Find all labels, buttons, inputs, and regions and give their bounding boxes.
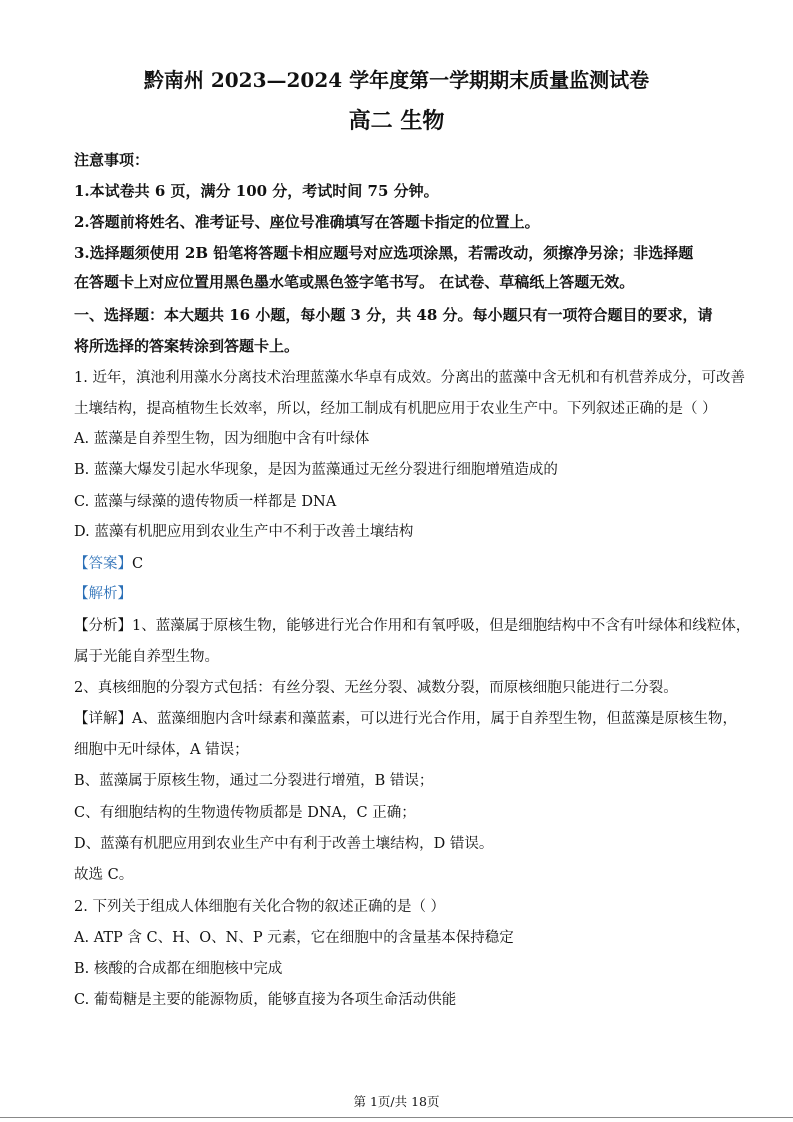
q1-option-d: D. 蓝藻有机肥应用到农业生产中不利于改善土壤结构	[74, 524, 414, 540]
notice-item: 1.本试卷共 6 页，满分 100 分，考试时间 75 分钟。	[74, 182, 439, 200]
q2-option-b: B. 核酸的合成都在细胞核中完成	[74, 961, 283, 977]
page-number: 第 1页/共 18页	[353, 1094, 440, 1109]
bottom-divider	[0, 1117, 793, 1118]
answer-value: C	[132, 556, 144, 572]
analysis-line: 【详解】A、蓝藻细胞内含叶绿素和藻蓝素，可以进行光合作用，属于自养型生物，但蓝藻是原核生物，	[74, 711, 737, 727]
section-heading: 一、选择题：本大题共 16 小题，每小题 3 分，共 48 分。每小题只有一项符合题目的要求，请	[74, 306, 713, 324]
notice-item: 3.选择题须使用 2B 铅笔将答题卡相应题号对应选项涂黑，若需改动，须擦净另涂；非选择题	[74, 244, 694, 262]
notice-heading: 注意事项：	[74, 151, 150, 169]
exam-subtitle: 高二 生物	[348, 108, 445, 134]
section-heading: 将所选择的答案转涂到答题卡上。	[74, 337, 300, 355]
q2-option-c: C. 葡萄糖是主要的能源物质，能够直接为各项生命活动供能	[74, 992, 457, 1008]
analysis-line: 属于光能自养型生物。	[74, 649, 219, 665]
analysis-line: 故选 C。	[74, 867, 134, 883]
exam-title: 黔南州 2023—2024 学年度第一学期期末质量监测试卷	[143, 68, 650, 92]
analysis-line: C、有细胞结构的生物遗传物质都是 DNA，C 正确；	[74, 805, 416, 821]
notice-item: 2.答题前将姓名、准考证号、座位号准确填写在答题卡指定的位置上。	[74, 213, 540, 231]
analysis-line: 细胞中无叶绿体，A 错误；	[74, 742, 249, 758]
analysis-line: B、蓝藻属于原核生物，通过二分裂进行增殖，B 错误；	[74, 773, 434, 789]
q1-option-b: B. 蓝藻大爆发引起水华现象，是因为蓝藻通过无丝分裂进行细胞增殖造成的	[74, 462, 558, 478]
notice-item: 在答题卡上对应位置用黑色墨水笔或黑色签字笔书写。 在试卷、草稿纸上答题无效。	[74, 273, 635, 291]
answer-tag: 【答案】	[74, 556, 132, 572]
answer-line	[74, 555, 734, 573]
q1-option-c: C. 蓝藻与绿藻的遗传物质一样都是 DNA	[74, 494, 337, 510]
q2-option-a: A. ATP 含 C、H、O、N、P 元素，它在细胞中的含量基本保持稳定	[74, 930, 514, 946]
q1-stem: 1. 近年，滇池利用藻水分离技术治理蓝藻水华卓有成效。分离出的蓝藻中含无机和有机营养成分，可改善	[74, 370, 745, 386]
q1-stem: 土壤结构，提高植物生长效率，所以，经加工制成有机肥应用于农业生产中。下列叙述正确的是（ ）	[74, 401, 717, 417]
analysis-line: D、蓝藻有机肥应用到农业生产中有利于改善土壤结构，D 错误。	[74, 836, 494, 852]
analysis-line: 2、真核细胞的分裂方式包括：有丝分裂、无丝分裂、减数分裂，而原核细胞只能进行二分裂。	[74, 680, 678, 696]
analysis-tag: 【解析】	[74, 586, 132, 602]
q1-option-a: A. 蓝藻是自养型生物，因为细胞中含有叶绿体	[74, 431, 370, 447]
q2-stem: 2. 下列关于组成人体细胞有关化合物的叙述正确的是（ ）	[74, 899, 446, 915]
analysis-line: 【分析】1、蓝藻属于原核生物，能够进行光合作用和有氧呼吸，但是细胞结构中不含有叶绿体和线粒体，	[74, 618, 751, 634]
